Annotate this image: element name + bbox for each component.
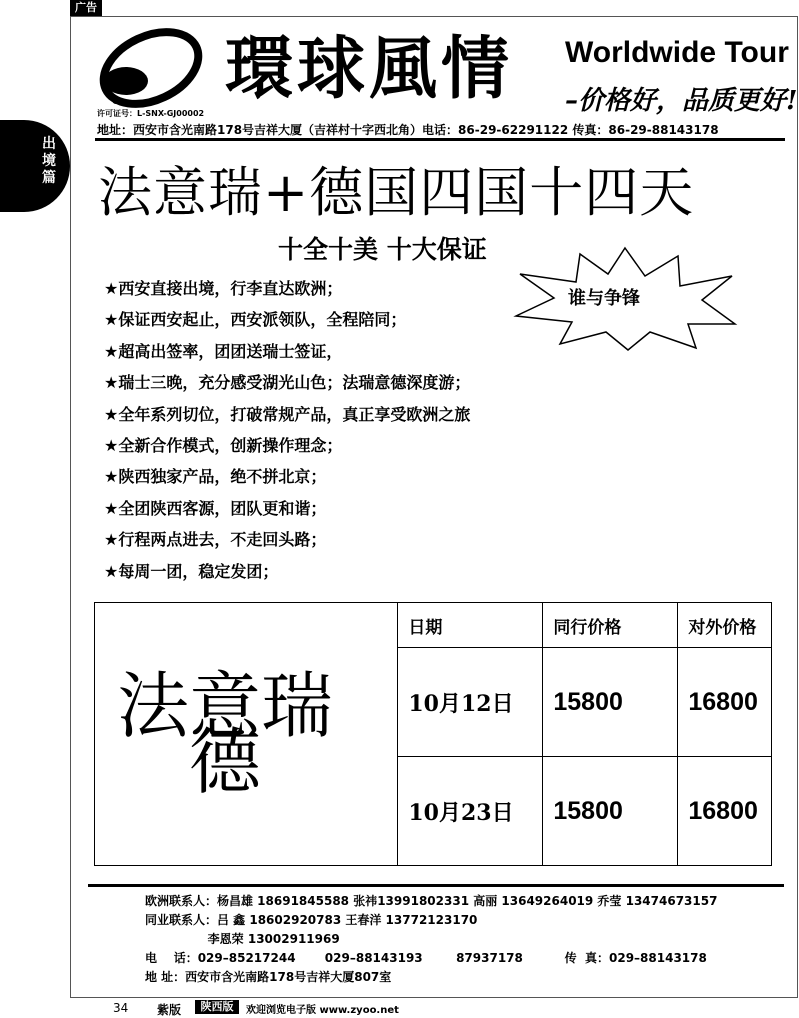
header-trade-price: 同行价格	[543, 603, 678, 648]
contact-line: 李恩荣 13002911969	[145, 932, 340, 946]
list-item: ★行程两点进去，不走回头路；	[104, 530, 327, 550]
starburst-label: 谁与争锋	[568, 288, 640, 309]
contact-line: 同业联系人：吕 鑫 18602920783 王春洋 13772123170	[145, 913, 478, 927]
row-date: 10月12日	[398, 648, 543, 757]
list-item: ★瑞士三晚，充分感受湖光山色；法瑞意德深度游；	[104, 373, 471, 393]
section-label: 紫版	[157, 1003, 182, 1017]
price-table	[94, 602, 772, 866]
list-item: ★全新合作模式，创新操作理念；	[104, 435, 343, 455]
row-public-price: 16800	[678, 757, 772, 866]
header-date: 日期	[398, 603, 543, 648]
header-divider	[95, 138, 785, 141]
list-item: ★保证西安起止，西安派领队，全程陪同；	[104, 310, 407, 330]
list-item: ★每周一团，稳定发团；	[104, 561, 279, 581]
license-number: 许可证号：L-SNX-GJ00002	[97, 109, 205, 118]
side-tab	[0, 120, 70, 212]
footer-website: 欢迎浏览电子版 www.zyoo.net	[246, 1005, 399, 1016]
contact-line: 电 话：029–85217244 029–88143193 87937178 传 真：029–88143178	[145, 951, 707, 965]
footer-divider	[88, 884, 784, 887]
header-public-price: 对外价格	[678, 603, 772, 648]
tour-title: 法意瑞+德国四国十四天	[98, 161, 695, 224]
brand-logo-icon	[96, 26, 206, 110]
feature-list	[104, 276, 470, 590]
row-trade-price: 15800	[543, 757, 678, 866]
list-item: ★超高出签率，团团送瑞士签证，	[104, 341, 343, 361]
list-item: ★陕西独家产品，绝不拼北京；	[104, 467, 327, 487]
brand-english: Worldwide Tour	[565, 36, 789, 69]
list-item: ★全年系列切位，打破常规产品，真正享受欧洲之旅	[104, 404, 471, 424]
row-public-price: 16800	[678, 648, 772, 757]
list-item: ★西安直接出境，行李直达欧洲；	[104, 279, 343, 298]
destination-cell	[95, 603, 398, 866]
destination-name: 法意瑞德	[116, 664, 333, 804]
ad-tag: 广告	[70, 0, 102, 16]
company-address: 地址：西安市含光南路178号吉祥大厦（吉祥村十字西北角）电话：86-29-62291122 传真：86-29-88143178	[97, 123, 719, 137]
contact-line: 欧洲联系人：杨昌雄 18691845588 张祎13991802331 高丽 13649264019 乔莹 13474673157	[145, 894, 718, 908]
contact-block	[145, 892, 717, 987]
brand-name: 環球風情	[225, 30, 514, 109]
list-item: ★全团陕西客源，团队更和谐；	[104, 498, 327, 518]
row-trade-price: 15800	[543, 648, 678, 757]
brand-slogan: –价格好，品质更好!	[565, 86, 798, 116]
edition-badge: 陕西版	[195, 1000, 239, 1014]
table-row	[95, 603, 772, 648]
side-tab-label: 出境篇	[42, 136, 56, 186]
row-date: 10月23日	[398, 757, 543, 866]
tour-subtitle: 十全十美 十大保证	[278, 235, 487, 264]
page-number: 34	[113, 1001, 129, 1015]
contact-line: 地 址：西安市含光南路178号吉祥大厦807室	[145, 970, 392, 984]
